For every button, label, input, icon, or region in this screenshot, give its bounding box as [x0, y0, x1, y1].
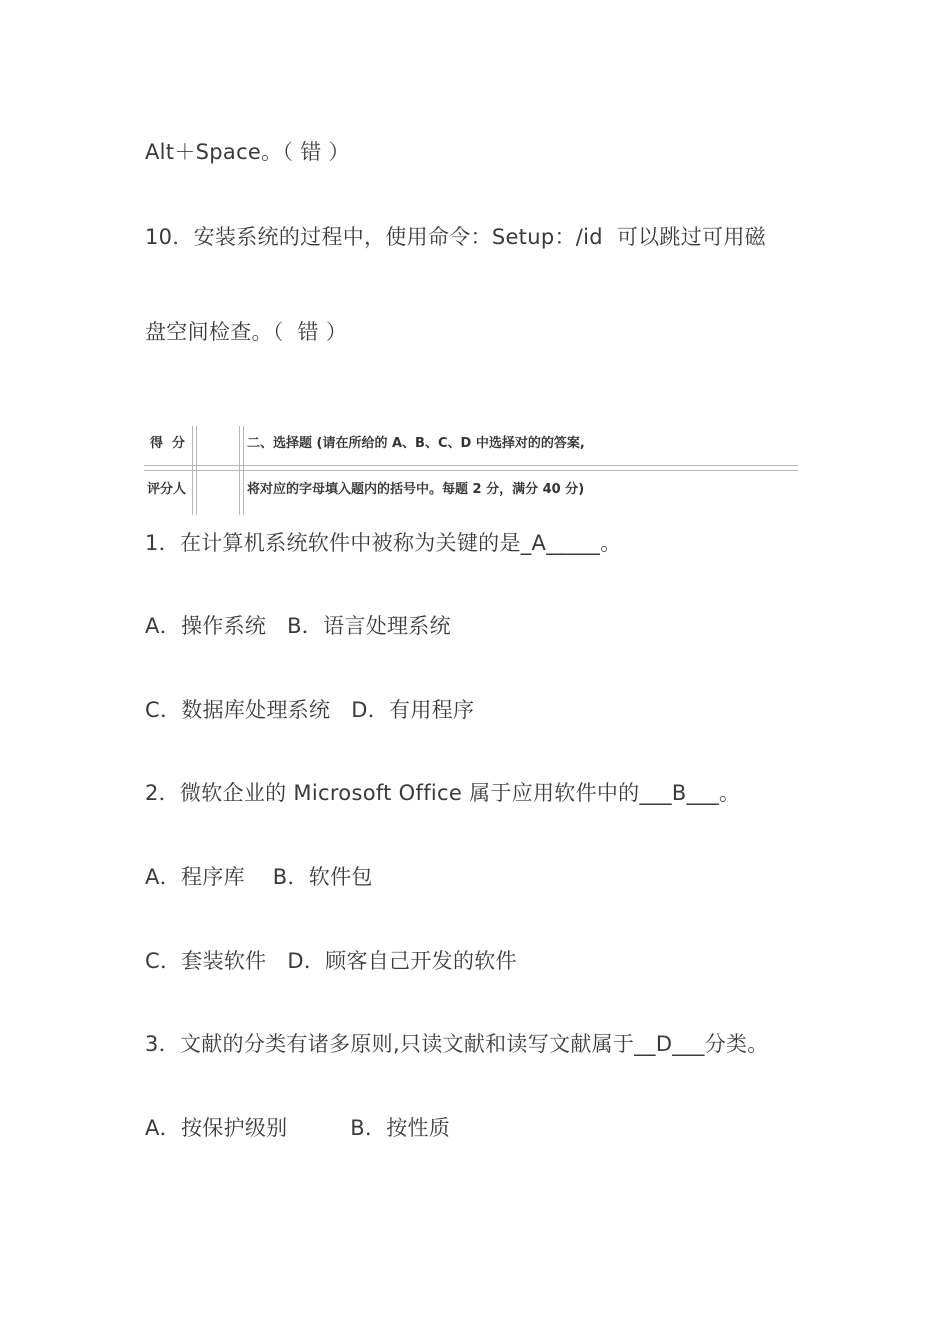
question-2-options-ab: A．程序库 B．软件包 [145, 865, 373, 889]
question-2: 2．微软企业的 Microsoft Office 属于应用软件中的___B___。 [145, 781, 741, 805]
question-1-options-ab: A．操作系统 B．语言处理系统 [145, 614, 451, 638]
question-3-options-ab: A．按保护级别 B．按性质 [145, 1116, 451, 1140]
question-2-options-cd: C．套装软件 D．顾客自己开发的软件 [145, 949, 517, 973]
section-instructions: 将对应的字母填入题内的括号中。每题 2 分，满分 40 分) [247, 482, 585, 497]
section-heading: 二、选择题 (请在所给的 A、B、C、D 中选择对的的答案, [247, 436, 585, 451]
score-table [144, 420, 798, 515]
grader-label: 评分人 [147, 482, 187, 497]
score-label: 得 分 [150, 436, 186, 451]
question-1-options-cd: C．数据库处理系统 D．有用程序 [145, 698, 475, 722]
text-line: Alt＋Space。（ 错 ） [145, 140, 350, 164]
text-line: 盘空间检查。（ 错 ） [145, 320, 348, 344]
question-1: 1．在计算机系统软件中被称为关键的是_A_____。 [145, 531, 622, 555]
text-line: 10．安装系统的过程中，使用命令：Setup：/id 可以跳过可用磁 [145, 225, 766, 249]
question-3: 3．文献的分类有诸多原则,只读文献和读写文献属于__D___分类。 [145, 1032, 769, 1056]
table-divider [144, 465, 798, 471]
